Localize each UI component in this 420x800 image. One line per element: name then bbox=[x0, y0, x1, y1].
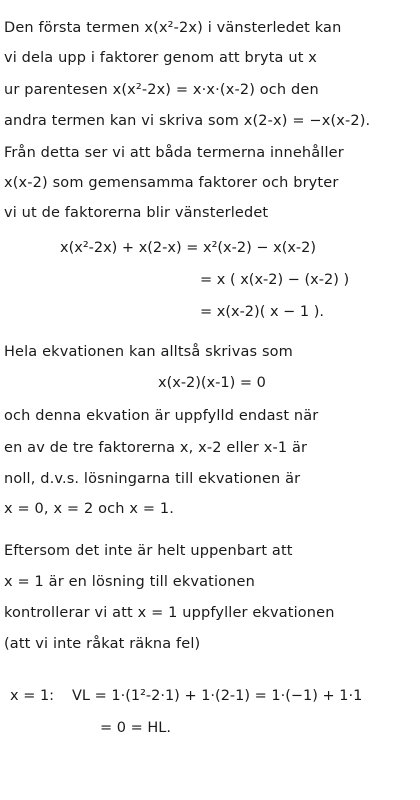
text-line-9: och denna ekvation är uppfylld endast när bbox=[4, 408, 319, 424]
derivation-line-2: = x ( x(x-2) − (x-2) ) bbox=[200, 272, 350, 288]
text-line-8: Hela ekvationen kan alltså skrivas som bbox=[4, 344, 293, 360]
text-line-1: Den första termen x(x²-2x) i vänsterledet kan bbox=[4, 20, 342, 36]
text-line-3: ur parentesen x(x²-2x) = x·x·(x-2) och den bbox=[4, 82, 319, 98]
text-line-14: kontrollerar vi att x = 1 uppfyller ekvationen bbox=[4, 605, 335, 621]
check-label: x = 1: bbox=[10, 688, 55, 704]
text-line-2: vi dela upp i faktorer genom att bryta ut x bbox=[4, 50, 318, 66]
text-line-5: Från detta ser vi att båda termerna innehåller bbox=[4, 145, 344, 161]
solutions-line: x = 0, x = 2 och x = 1. bbox=[4, 501, 175, 517]
check-line-1: VL = 1·(1²-2·1) + 1·(2-1) = 1·(−1) + 1·1 bbox=[72, 688, 363, 704]
factored-equation: x(x-2)(x-1) = 0 bbox=[158, 375, 266, 391]
text-line-7: vi ut de faktorerna blir vänsterledet bbox=[4, 205, 269, 221]
derivation-line-3: = x(x-2)( x − 1 ). bbox=[200, 304, 325, 320]
text-line-10: en av de tre faktorerna x, x-2 eller x-1 är bbox=[4, 440, 308, 456]
text-line-12: Eftersom det inte är helt uppenbart att bbox=[4, 543, 293, 559]
text-line-4: andra termen kan vi skriva som x(2-x) = −x(x-2). bbox=[4, 113, 371, 129]
check-line-2: = 0 = HL. bbox=[100, 720, 171, 736]
derivation-line-1: x(x²-2x) + x(2-x) = x²(x-2) − x(x-2) bbox=[60, 240, 317, 256]
text-line-13: x = 1 är en lösning till ekvationen bbox=[4, 574, 255, 590]
text-line-15: (att vi inte råkat räkna fel) bbox=[4, 636, 201, 652]
text-line-6: x(x-2) som gemensamma faktorer och bryter bbox=[4, 175, 339, 191]
text-line-11: noll, d.v.s. lösningarna till ekvationen är bbox=[4, 471, 301, 487]
